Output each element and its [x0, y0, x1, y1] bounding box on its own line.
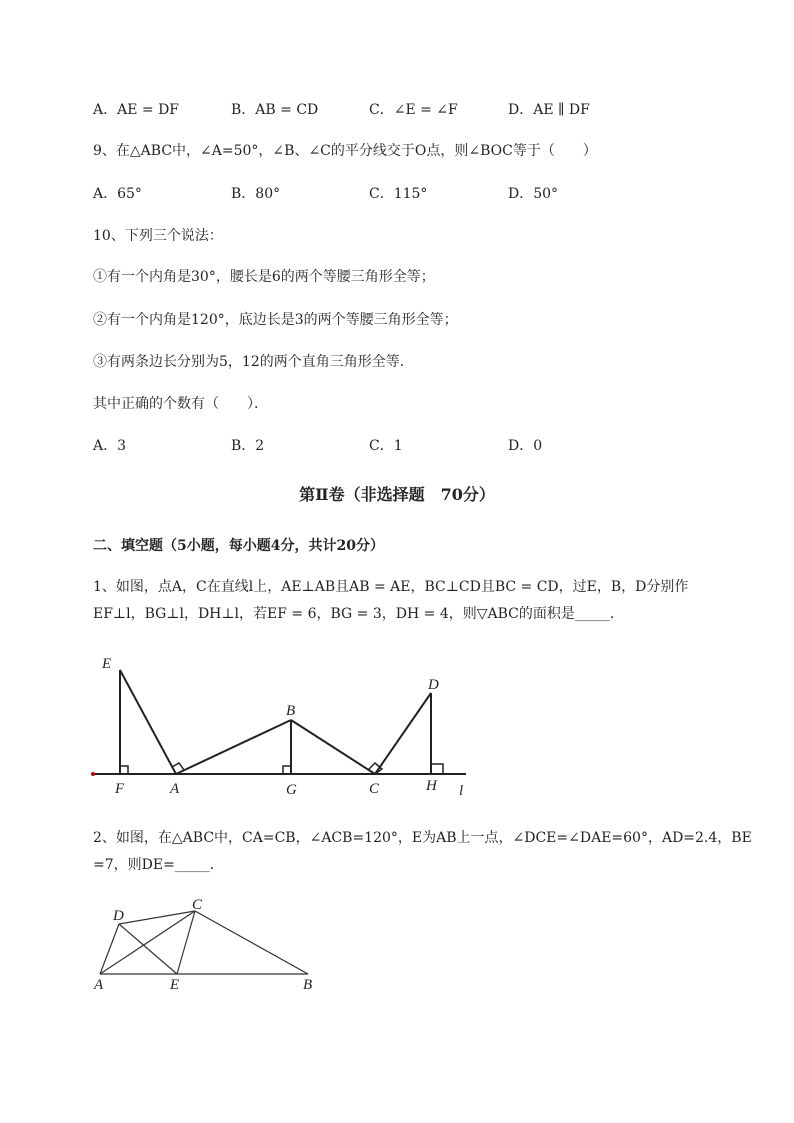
- q8-option-b[interactable]: B．AB = CD: [231, 102, 319, 118]
- fill2-text-line1: 2、如图，在△ABC中，CA=CB，∠ACB=120°，E为AB上一点，∠DCE=∠DAE=60°，AD=2.4，BE: [93, 830, 752, 846]
- figure-2: [88, 895, 328, 995]
- label-e: E: [170, 977, 180, 993]
- label-a: A: [94, 977, 104, 993]
- label-h: H: [426, 778, 437, 794]
- q10-option-a[interactable]: A．3: [93, 438, 127, 454]
- q9-options: [93, 185, 653, 203]
- q10-option-d[interactable]: D．0: [508, 438, 543, 454]
- fill1-text-line1: 1、如图，点A，C在直线l上，AE⊥AB且AB = AE，BC⊥CD且BC = CD，过E，B，D分别作: [93, 579, 689, 595]
- fill2-text-line2: =7，则DE=_____．: [93, 857, 224, 873]
- q10-question: 10、下列三个说法：: [93, 228, 223, 244]
- q10-option-b[interactable]: B．2: [231, 438, 265, 454]
- q8-option-a[interactable]: A．AE = DF: [93, 102, 180, 118]
- segment-de: [119, 924, 177, 974]
- segment-cd: [375, 693, 431, 774]
- q10-ask: 其中正确的个数有（ ）．: [93, 396, 268, 412]
- q10-statement-1: ①有一个内角是30°，腰长是6的两个等腰三角形全等；: [93, 269, 435, 285]
- right-angle-marks: [120, 763, 443, 774]
- label-b: B: [303, 977, 313, 993]
- q9-question: 9、在△ABC中，∠A=50°，∠B、∠C的平分线交于O点，则∠BOC等于（ ）: [93, 143, 597, 159]
- q10-options: [93, 437, 653, 455]
- label-f: F: [115, 781, 125, 797]
- q9-option-b[interactable]: B．80°: [231, 186, 281, 202]
- q10-option-c[interactable]: C．1: [369, 438, 403, 454]
- q8-option-d[interactable]: D．AE ∥ DF: [508, 102, 590, 118]
- section-title: 二、填空题（5小题，每小题4分，共计20分）: [93, 538, 384, 554]
- segment-ab: [176, 720, 291, 774]
- label-b: B: [286, 703, 296, 719]
- label-c: C: [192, 897, 203, 913]
- segment-cb: [195, 911, 308, 974]
- segment-dc: [119, 911, 195, 924]
- segment-ea: [120, 670, 176, 774]
- q10-statement-3: ③有两条边长分别为5，12的两个直角三角形全等．: [93, 354, 414, 370]
- label-a: A: [170, 781, 180, 797]
- fill1-text-line2: EF⊥l，BG⊥l，DH⊥l，若EF = 6，BG = 3，DH = 4，则▽ABC的面积是_____．: [93, 606, 624, 622]
- q9-option-d[interactable]: D．50°: [508, 186, 559, 202]
- q9-option-c[interactable]: C．115°: [369, 186, 428, 202]
- label-d: D: [428, 677, 439, 693]
- q10-statement-2: ②有一个内角是120°，底边长是3的两个等腰三角形全等；: [93, 312, 458, 328]
- label-e: E: [102, 656, 112, 672]
- part2-title: 第Ⅱ卷（非选择题 70分）: [299, 485, 495, 504]
- line-start-dot: [91, 772, 95, 776]
- q8-option-c[interactable]: C．∠E = ∠F: [369, 102, 458, 118]
- q9-option-a[interactable]: A．65°: [93, 186, 142, 202]
- figure-1: [88, 650, 478, 800]
- q8-options: [93, 101, 653, 119]
- label-d: D: [113, 908, 124, 924]
- label-l: l: [459, 783, 464, 799]
- label-c: C: [369, 781, 380, 797]
- segment-ad: [100, 924, 119, 974]
- segment-bc: [291, 720, 375, 774]
- label-g: G: [286, 782, 297, 798]
